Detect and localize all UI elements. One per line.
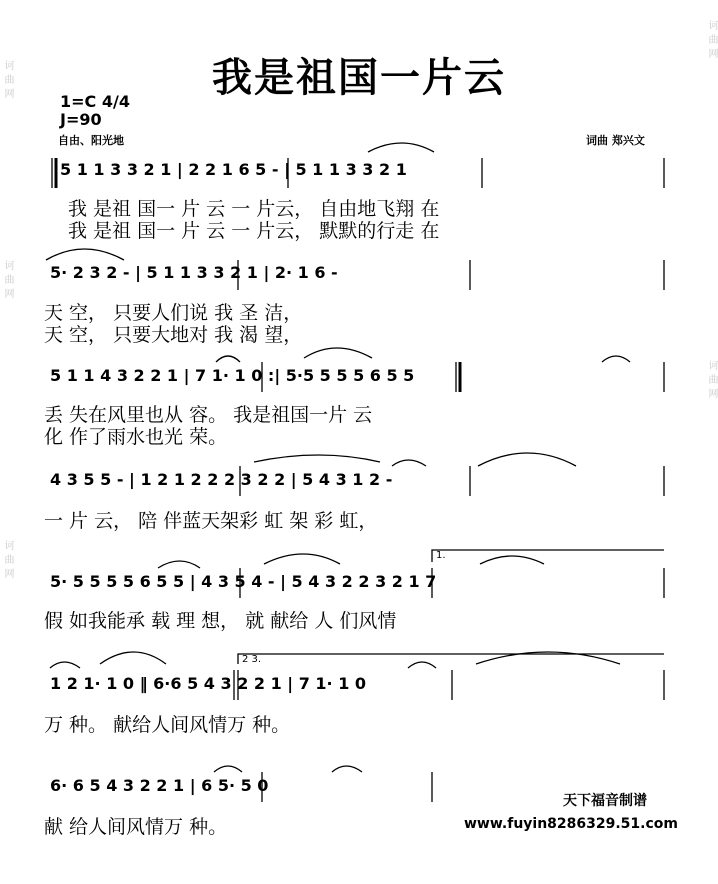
watermark-char: 网 bbox=[2, 288, 13, 298]
tempo-marking: J=90 bbox=[60, 110, 102, 129]
notation-line: 1 2 1· 1 0 ‖ 6·6 5 4 3 2 2 1 | 7 1· 1 0 bbox=[50, 674, 367, 693]
notation-line: 4 3 5 5 - | 1 2 1 2 2 2 3 2 2 | 5 4 3 1 2 - bbox=[50, 470, 393, 489]
lyric-line: 万 种。 献给人间风情万 种。 bbox=[44, 714, 291, 736]
publisher-label: 天下福音制谱 bbox=[563, 793, 647, 809]
key-signature: 1=C 4/4 bbox=[60, 92, 130, 111]
watermark-char: 曲 bbox=[706, 34, 717, 44]
volta-second: 2 3. bbox=[242, 654, 262, 665]
watermark-char: 网 bbox=[706, 388, 717, 398]
watermark-char: 诃 bbox=[706, 360, 717, 370]
lyric-line: 天 空， 只要大地对 我 渴 望， bbox=[44, 324, 303, 346]
watermark-char: 诃 bbox=[2, 540, 13, 550]
website-label: www.fuyin8286329.51.com bbox=[464, 816, 678, 832]
song-title: 我是祖国一片云 bbox=[212, 55, 506, 101]
lyric-line: 一 片 云， 陪 伴蓝天架彩 虹 架 彩 虹， bbox=[44, 510, 378, 532]
lyric-line: 假 如我能承 载 理 想， 就 献给 人 们风情 bbox=[44, 610, 397, 632]
lyric-line: 我 是祖 国一 片 云 一 片云， 自由地飞翔 在 bbox=[68, 198, 440, 220]
lyric-line: 献 给人间风情万 种。 bbox=[44, 816, 228, 838]
notation-line: 5 1 1 3 3 2 1 | 2 2 1 6 5 - | 5 1 1 3 3 2 1 bbox=[60, 160, 407, 179]
notation-line: 5 1 1 4 3 2 2 1 | 7 1· 1 0 :| 5·5 5 5 5 6 5 5 bbox=[50, 366, 415, 385]
lyric-line: 丢 失在风里也从 容。 我是祖国一片 云 bbox=[44, 404, 373, 426]
watermark-char: 曲 bbox=[706, 374, 717, 384]
watermark-char: 网 bbox=[2, 568, 13, 578]
composer-credit: 词曲 郑兴文 bbox=[586, 134, 645, 147]
notation-line: 5· 5 5 5 5 6 5 5 | 4 3 5 4 - | 5 4 3 2 2 3 2 1 7 bbox=[50, 572, 437, 591]
watermark-char: 网 bbox=[706, 48, 717, 58]
watermark-char: 诃 bbox=[2, 260, 13, 270]
notation-line: 6· 6 5 4 3 2 2 1 | 6 5· 5 0 bbox=[50, 776, 269, 795]
watermark-char: 诃 bbox=[706, 20, 717, 30]
notation-line: 5· 2 3 2 - | 5 1 1 3 3 2 1 | 2· 1 6 - bbox=[50, 263, 338, 282]
watermark-char: 诃 bbox=[2, 60, 13, 70]
volta-first: 1. bbox=[436, 550, 446, 561]
lyric-line: 天 空， 只要人们说 我 圣 洁， bbox=[44, 302, 303, 324]
watermark-char: 网 bbox=[2, 88, 13, 98]
lyric-line: 我 是祖 国一 片 云 一 片云， 默默的行走 在 bbox=[68, 220, 440, 242]
watermark-char: 曲 bbox=[2, 554, 13, 564]
lyric-line: 化 作了雨水也光 荣。 bbox=[44, 426, 228, 448]
watermark-char: 曲 bbox=[2, 274, 13, 284]
expression-marking: 自由、阳光地 bbox=[58, 134, 124, 147]
watermark-char: 曲 bbox=[2, 74, 13, 84]
